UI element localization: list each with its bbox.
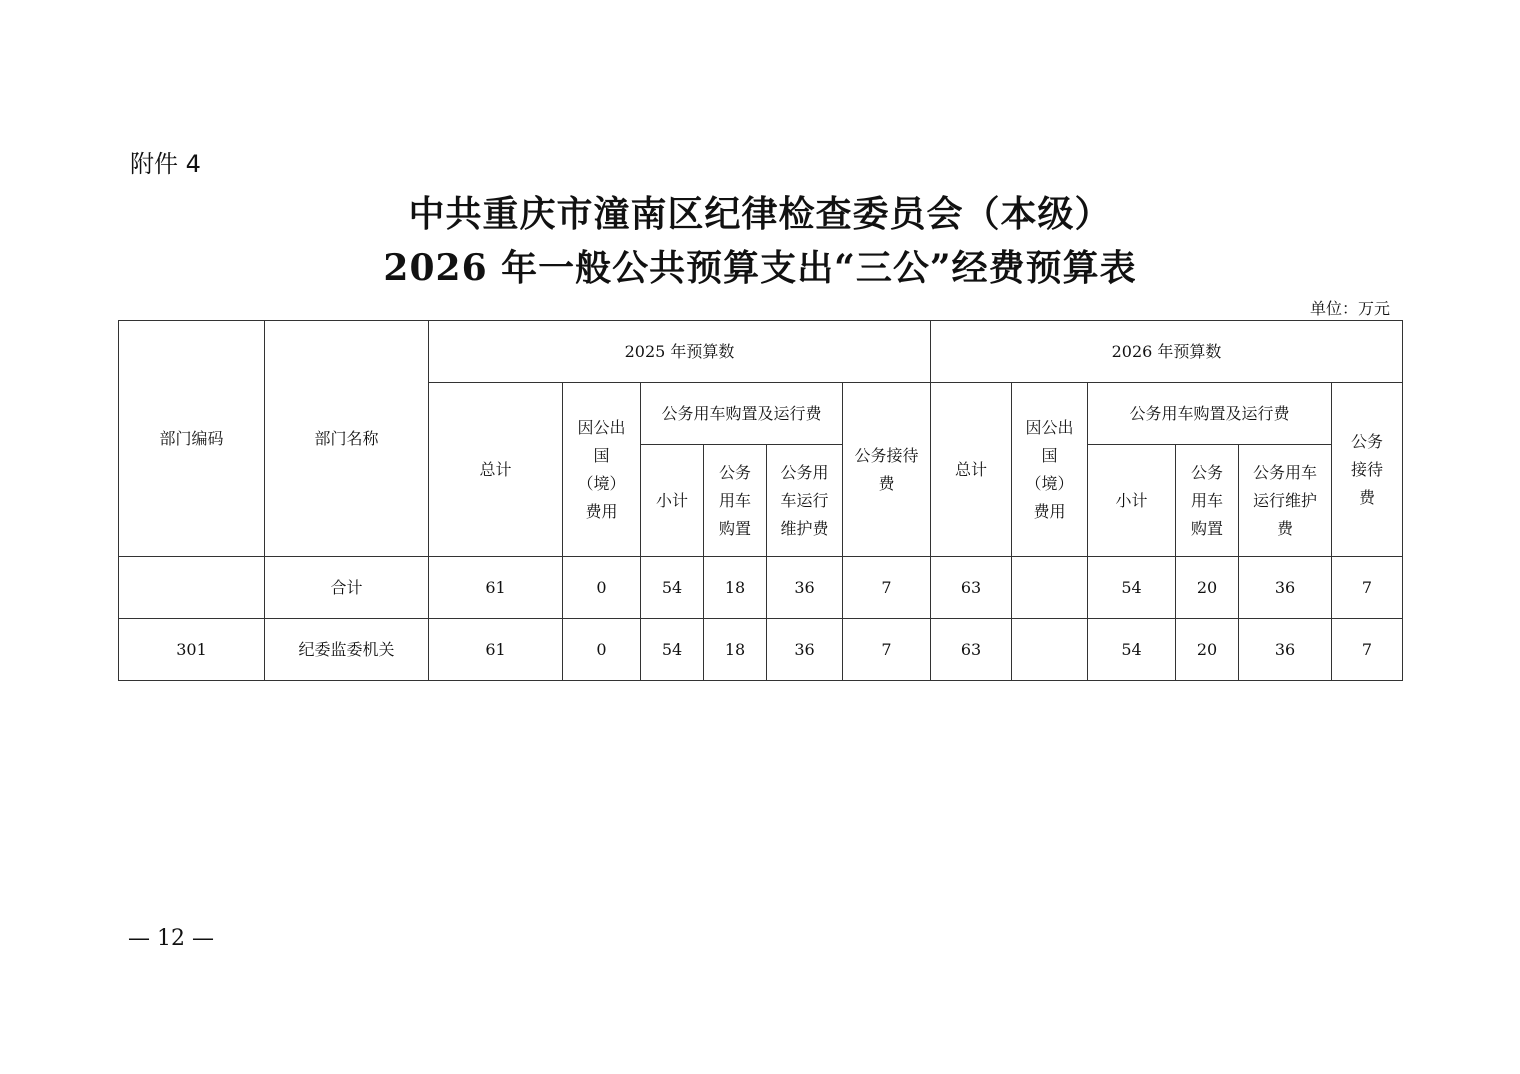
header-2025-abroad: [563, 383, 641, 557]
cell-2025-subtotal: 54: [641, 557, 704, 619]
cell-2026-reception: 7: [1332, 619, 1403, 681]
cell-2025-total: 61: [429, 557, 563, 619]
header-2026-car-purchase-text: 公务用车购置: [1191, 462, 1224, 538]
attachment-label: 附件 4: [130, 150, 201, 178]
header-2026-abroad: [1012, 383, 1088, 557]
header-2025-car-purchase-text: 公务用车购置: [719, 462, 752, 538]
document-title-line2: 2026 年一般公共预算支出“三公”经费预算表: [383, 247, 1137, 289]
cell-2026-car-purchase: 20: [1176, 557, 1239, 619]
header-dept-code: 部门编码: [119, 321, 265, 557]
cell-2026-abroad: [1012, 619, 1088, 681]
cell-dept-code: 301: [119, 619, 265, 681]
cell-2025-car-running: 36: [767, 619, 843, 681]
header-2025-reception-text: 公务接待费: [854, 445, 919, 493]
header-2026-reception: [1332, 383, 1403, 557]
cell-2026-abroad: [1012, 557, 1088, 619]
header-2026-reception-text: 公务接待费: [1351, 431, 1384, 507]
header-2026-car-purchase: [1176, 445, 1239, 557]
cell-2026-car-running: 36: [1239, 619, 1332, 681]
cell-2026-total: 63: [931, 619, 1012, 681]
cell-dept-name: 合计: [265, 557, 429, 619]
header-2026-car-group: 公务用车购置及运行费: [1088, 383, 1332, 445]
cell-2025-car-running: 36: [767, 557, 843, 619]
header-2025-car-group: 公务用车购置及运行费: [641, 383, 843, 445]
cell-2025-reception: 7: [843, 619, 931, 681]
header-2026-car-running-text: 公务用车运行维护费: [1252, 462, 1317, 538]
header-2025-reception: [843, 383, 931, 557]
header-dept-name: 部门名称: [265, 321, 429, 557]
header-2026-abroad-text: 因公出国（境）费用: [1025, 417, 1074, 521]
header-2025-subtotal: 小计: [641, 445, 704, 557]
header-2026-budget: 2026 年预算数: [931, 321, 1403, 383]
cell-2025-car-purchase: 18: [704, 619, 767, 681]
cell-2025-subtotal: 54: [641, 619, 704, 681]
cell-2026-car-running: 36: [1239, 557, 1332, 619]
document-title-line1: 中共重庆市潼南区纪律检查委员会（本级）: [408, 193, 1112, 235]
header-2025-total: 总计: [429, 383, 563, 557]
cell-2025-car-purchase: 18: [704, 557, 767, 619]
header-2026-car-running: [1239, 445, 1332, 557]
header-2026-subtotal: 小计: [1088, 445, 1176, 557]
page-number: — 12 —: [128, 926, 214, 951]
table-row: [119, 619, 1403, 681]
budget-table: [118, 320, 1403, 681]
header-2025-car-running: [767, 445, 843, 557]
cell-dept-name: 纪委监委机关: [265, 619, 429, 681]
header-2025-budget: 2025 年预算数: [429, 321, 931, 383]
cell-2025-abroad: 0: [563, 619, 641, 681]
header-2025-car-running-text: 公务用车运行维护费: [780, 462, 829, 538]
cell-2026-total: 63: [931, 557, 1012, 619]
cell-dept-code: [119, 557, 265, 619]
cell-2025-total: 61: [429, 619, 563, 681]
header-row-1: [119, 321, 1403, 383]
unit-label: 单位：万元: [1309, 299, 1390, 318]
cell-2026-car-purchase: 20: [1176, 619, 1239, 681]
header-2025-car-purchase: [704, 445, 767, 557]
cell-2026-reception: 7: [1332, 557, 1403, 619]
cell-2026-subtotal: 54: [1088, 557, 1176, 619]
cell-2025-reception: 7: [843, 557, 931, 619]
cell-2026-subtotal: 54: [1088, 619, 1176, 681]
header-2026-total: 总计: [931, 383, 1012, 557]
table-row-total: [119, 557, 1403, 619]
cell-2025-abroad: 0: [563, 557, 641, 619]
header-2025-abroad-text: 因公出国（境）费用: [577, 417, 626, 521]
